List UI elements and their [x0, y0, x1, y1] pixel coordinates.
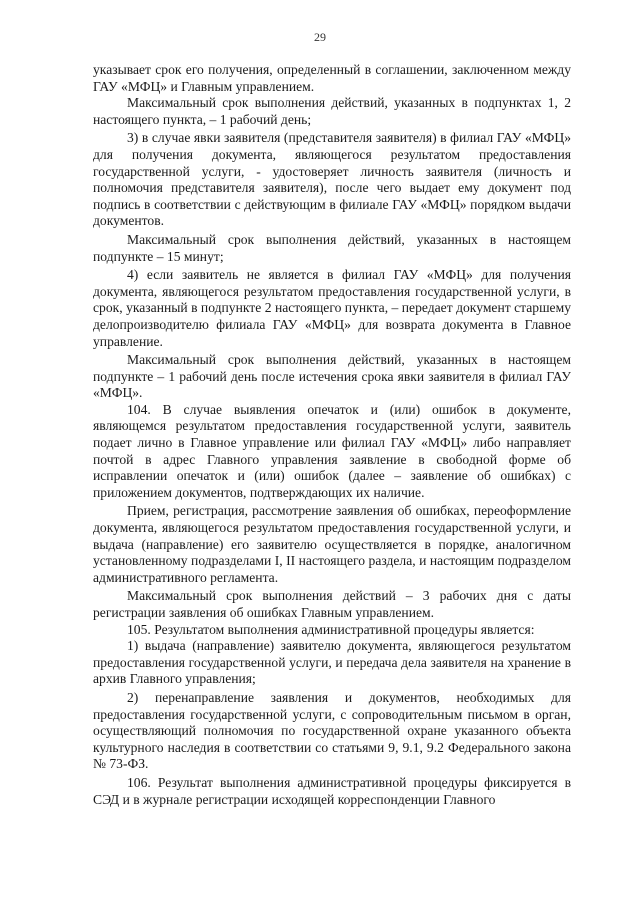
paragraph-item-3: 3) в случае явки заявителя (представителя заявителя) в филиал ГАУ «МФЦ» для получения документа, являющегося результатом предоставления государственной услуги, - удостоверяет личность заявителя (личность и полномочия представителя заявителя), после чего выдает ему документ под подпись в соответствии с действующим в филиале ГАУ «МФЦ» порядком выдачи документов. [93, 130, 571, 229]
paragraph-max-term-4: Максимальный срок выполнения действий – 3 рабочих дня с даты регистрации заявления об ошибках Главным управлением. [93, 588, 571, 620]
paragraph-max-term-3: Максимальный срок выполнения действий, указанных в настоящем подпункте – 1 рабочий день после истечения срока явки заявителя в филиал ГАУ «МФЦ». [93, 352, 571, 401]
paragraph-errors-procedure: Прием, регистрация, рассмотрение заявления об ошибках, переоформление документа, являющегося результатом предоставления государственной услуги, и выдача (направление) его заявителю осуществляется в порядке, аналогичном установленному подразделами I, II настоящего раздела, и настоящим подразделом административного регламента. [93, 503, 571, 585]
paragraph-105-item-1: 1) выдача (направление) заявителю документа, являющегося результатом предоставления государственной услуги, и передача дела заявителя на хранение в архив Главного управления; [93, 638, 571, 687]
paragraph-106: 106. Результат выполнения административной процедуры фиксируется в СЭД и в журнале регистрации исходящей корреспонденции Главного [93, 774, 571, 807]
paragraph-max-term-2: Максимальный срок выполнения действий, указанных в настоящем подпункте – 15 минут; [93, 231, 571, 264]
document-body [93, 62, 571, 808]
paragraph-104: 104. В случае выявления опечаток и (или) ошибок в документе, являющемся результатом предоставления государственной услуги, заявитель подает лично в Главное управление или филиал ГАУ «МФЦ» либо направляет почтой в адрес Главного управления заявление в свободной форме об исправлении опечаток и (или) ошибок (далее – заявление об ошибках) с приложением документов, подтверждающих их наличие. [93, 401, 571, 500]
paragraph-105-item-2: 2) перенаправление заявления и документов, необходимых для предоставления государственной услуги, с сопроводительным письмом в орган, осуществляющий полномочия по государственной охране указанного объекта культурного наследия в соответствии со статьями 9, 9.1, 9.2 Федерального закона № 73-ФЗ. [93, 689, 571, 772]
page-number: 29 [314, 30, 326, 44]
paragraph-continuation: указывает срок его получения, определенный в соглашении, заключенном между ГАУ «МФЦ» и Главным управлением. [93, 62, 571, 94]
paragraph-item-4: 4) если заявитель не является в филиал ГАУ «МФЦ» для получения документа, являющегося результатом предоставления государственной услуги, в срок, указанный в подпункте 2 настоящего пункта, – передает документ старшему делопроизводителю филиала ГАУ «МФЦ» для возврата документа в Главное управление. [93, 267, 571, 349]
paragraph-105: 105. Результатом выполнения административной процедуры является: [127, 621, 535, 637]
paragraph-max-term-1: Максимальный срок выполнения действий, указанных в подпунктах 1, 2 настоящего пункта, – 1 рабочий день; [93, 95, 571, 127]
